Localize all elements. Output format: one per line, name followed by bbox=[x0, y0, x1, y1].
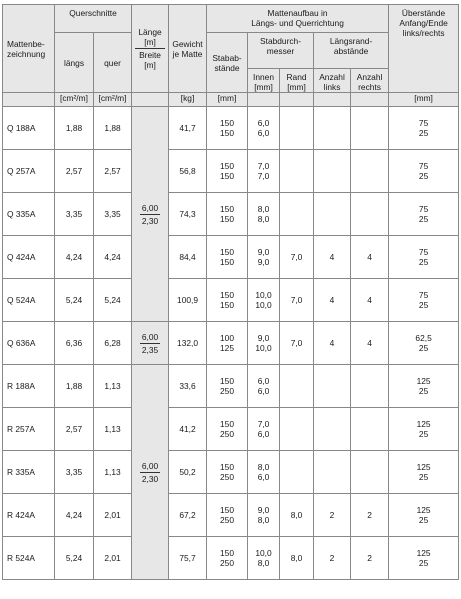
header-weight: Gewicht je Matte bbox=[169, 5, 207, 93]
trans-section-cell: 3,35 bbox=[94, 193, 132, 236]
count-left-cell: 4 bbox=[314, 236, 351, 279]
header-count-right: Anzahl rechts bbox=[351, 69, 389, 93]
trans-section-cell: 6,28 bbox=[94, 322, 132, 365]
weight-cell: 41,2 bbox=[169, 408, 207, 451]
mat-name-cell: R 188A bbox=[3, 365, 55, 408]
count-right-cell bbox=[351, 107, 389, 150]
length-width-cell: $\frac{6,00}{2,35}$ bbox=[132, 322, 169, 365]
table-row bbox=[3, 408, 459, 451]
unit-empty bbox=[132, 93, 169, 107]
mat-name-cell: Q 188A bbox=[3, 107, 55, 150]
table-row bbox=[3, 451, 459, 494]
weight-cell: 74,3 bbox=[169, 193, 207, 236]
count-left-cell bbox=[314, 193, 351, 236]
count-left-cell bbox=[314, 150, 351, 193]
unit-weight: [kg] bbox=[169, 93, 207, 107]
header-inner: Innen [mm] bbox=[248, 69, 280, 93]
inner-diameter-cell: 10,0 10,0 bbox=[248, 279, 280, 322]
unit-empty bbox=[280, 93, 314, 107]
count-left-cell: 2 bbox=[314, 537, 351, 580]
mat-name-cell: R 335A bbox=[3, 451, 55, 494]
mesh-table bbox=[2, 4, 459, 580]
edge-diameter-cell bbox=[280, 193, 314, 236]
header-mat-name: Mattenbe- zeichnung bbox=[3, 5, 55, 93]
inner-diameter-cell: 7,0 7,0 bbox=[248, 150, 280, 193]
count-right-cell: 4 bbox=[351, 322, 389, 365]
trans-section-cell: 4,24 bbox=[94, 236, 132, 279]
table-row bbox=[3, 193, 459, 236]
header-length-width: Länge [m] Breite [m] bbox=[132, 5, 169, 93]
table-row bbox=[3, 494, 459, 537]
overhang-cell: 125 25 bbox=[389, 451, 459, 494]
long-section-cell: 5,24 bbox=[55, 279, 94, 322]
edge-diameter-cell bbox=[280, 150, 314, 193]
spacing-cell: 150 150 bbox=[207, 236, 248, 279]
overhang-cell: 75 25 bbox=[389, 150, 459, 193]
edge-diameter-cell: 8,0 bbox=[280, 494, 314, 537]
count-left-cell bbox=[314, 451, 351, 494]
overhang-cell: 125 25 bbox=[389, 408, 459, 451]
edge-diameter-cell: 7,0 bbox=[280, 236, 314, 279]
long-section-cell: 3,35 bbox=[55, 451, 94, 494]
overhang-cell: 75 25 bbox=[389, 107, 459, 150]
unit-trans: [cm²/m] bbox=[94, 93, 132, 107]
edge-diameter-cell: 8,0 bbox=[280, 537, 314, 580]
count-left-cell bbox=[314, 107, 351, 150]
trans-section-cell: 1,13 bbox=[94, 365, 132, 408]
header-edge-distances: Längsrand- abstände bbox=[314, 33, 389, 69]
table-row bbox=[3, 322, 459, 365]
header-long: längs bbox=[55, 33, 94, 93]
overhang-cell: 125 25 bbox=[389, 494, 459, 537]
count-right-cell bbox=[351, 150, 389, 193]
spacing-cell: 150 150 bbox=[207, 107, 248, 150]
long-section-cell: 2,57 bbox=[55, 150, 94, 193]
header-trans: quer bbox=[94, 33, 132, 93]
length-width-cell: $\frac{6,00}{2,30}$ bbox=[132, 107, 169, 322]
table-row bbox=[3, 365, 459, 408]
count-right-cell: 2 bbox=[351, 494, 389, 537]
inner-diameter-cell: 6,0 6,0 bbox=[248, 365, 280, 408]
overhang-cell: 62,5 25 bbox=[389, 322, 459, 365]
long-section-cell: 4,24 bbox=[55, 236, 94, 279]
mat-name-cell: R 524A bbox=[3, 537, 55, 580]
spacing-cell: 150 250 bbox=[207, 451, 248, 494]
overhang-cell: 75 25 bbox=[389, 193, 459, 236]
trans-section-cell: 5,24 bbox=[94, 279, 132, 322]
overhang-cell: 125 25 bbox=[389, 537, 459, 580]
unit-empty bbox=[3, 93, 55, 107]
overhang-cell: 75 25 bbox=[389, 279, 459, 322]
count-left-cell bbox=[314, 408, 351, 451]
mat-name-cell: R 257A bbox=[3, 408, 55, 451]
unit-spacing: [mm] bbox=[207, 93, 248, 107]
table-row bbox=[3, 279, 459, 322]
long-section-cell: 1,88 bbox=[55, 107, 94, 150]
unit-empty bbox=[248, 93, 280, 107]
trans-section-cell: 2,01 bbox=[94, 537, 132, 580]
overhang-cell: 125 25 bbox=[389, 365, 459, 408]
trans-section-cell: 1,88 bbox=[94, 107, 132, 150]
length-width-cell: $\frac{6,00}{2,30}$ bbox=[132, 365, 169, 580]
edge-diameter-cell bbox=[280, 451, 314, 494]
header-layout: Mattenaufbau in Längs- und Querrichtung bbox=[207, 5, 389, 33]
header-count-left: Anzahl links bbox=[314, 69, 351, 93]
trans-section-cell: 2,01 bbox=[94, 494, 132, 537]
inner-diameter-cell: 6,0 6,0 bbox=[248, 107, 280, 150]
table-row bbox=[3, 150, 459, 193]
header-diameter: Stabdurch- messer bbox=[248, 33, 314, 69]
count-left-cell: 4 bbox=[314, 279, 351, 322]
table-row bbox=[3, 236, 459, 279]
count-right-cell bbox=[351, 408, 389, 451]
count-right-cell: 2 bbox=[351, 537, 389, 580]
long-section-cell: 6,36 bbox=[55, 322, 94, 365]
long-section-cell: 3,35 bbox=[55, 193, 94, 236]
count-left-cell: 2 bbox=[314, 494, 351, 537]
weight-cell: 75,7 bbox=[169, 537, 207, 580]
spacing-cell: 150 150 bbox=[207, 193, 248, 236]
overhang-cell: 75 25 bbox=[389, 236, 459, 279]
unit-empty bbox=[314, 93, 351, 107]
count-right-cell: 4 bbox=[351, 279, 389, 322]
weight-cell: 67,2 bbox=[169, 494, 207, 537]
count-left-cell: 4 bbox=[314, 322, 351, 365]
long-section-cell: 4,24 bbox=[55, 494, 94, 537]
long-section-cell: 2,57 bbox=[55, 408, 94, 451]
weight-cell: 33,6 bbox=[169, 365, 207, 408]
table-row bbox=[3, 537, 459, 580]
weight-cell: 100,9 bbox=[169, 279, 207, 322]
trans-section-cell: 2,57 bbox=[94, 150, 132, 193]
header-spacing: Stabab- stände bbox=[207, 33, 248, 93]
spacing-cell: 150 250 bbox=[207, 408, 248, 451]
inner-diameter-cell: 9,0 10,0 bbox=[248, 322, 280, 365]
spacing-cell: 100 125 bbox=[207, 322, 248, 365]
unit-empty bbox=[351, 93, 389, 107]
inner-diameter-cell: 9,0 9,0 bbox=[248, 236, 280, 279]
inner-diameter-cell: 10,0 8,0 bbox=[248, 537, 280, 580]
count-right-cell bbox=[351, 451, 389, 494]
inner-diameter-cell: 9,0 8,0 bbox=[248, 494, 280, 537]
edge-diameter-cell: 7,0 bbox=[280, 322, 314, 365]
mat-name-cell: Q 524A bbox=[3, 279, 55, 322]
mat-name-cell: Q 424A bbox=[3, 236, 55, 279]
spacing-cell: 150 250 bbox=[207, 365, 248, 408]
trans-section-cell: 1,13 bbox=[94, 408, 132, 451]
inner-diameter-cell: 7,0 6,0 bbox=[248, 408, 280, 451]
weight-cell: 41,7 bbox=[169, 107, 207, 150]
spacing-cell: 150 150 bbox=[207, 150, 248, 193]
edge-diameter-cell bbox=[280, 365, 314, 408]
trans-section-cell: 1,13 bbox=[94, 451, 132, 494]
spacing-cell: 150 150 bbox=[207, 279, 248, 322]
weight-cell: 132,0 bbox=[169, 322, 207, 365]
mat-name-cell: Q 636A bbox=[3, 322, 55, 365]
weight-cell: 50,2 bbox=[169, 451, 207, 494]
weight-cell: 56,8 bbox=[169, 150, 207, 193]
header-edge: Rand [mm] bbox=[280, 69, 314, 93]
unit-overhang: [mm] bbox=[389, 93, 459, 107]
count-right-cell: 4 bbox=[351, 236, 389, 279]
header-overhang: Überstände Anfang/Ende links/rechts bbox=[389, 5, 459, 93]
inner-diameter-cell: 8,0 6,0 bbox=[248, 451, 280, 494]
mat-name-cell: Q 335A bbox=[3, 193, 55, 236]
mat-name-cell: Q 257A bbox=[3, 150, 55, 193]
count-right-cell bbox=[351, 365, 389, 408]
spacing-cell: 150 250 bbox=[207, 494, 248, 537]
count-right-cell bbox=[351, 193, 389, 236]
long-section-cell: 1,88 bbox=[55, 365, 94, 408]
edge-diameter-cell bbox=[280, 408, 314, 451]
header-cross-sections: Querschnitte bbox=[55, 5, 132, 33]
edge-diameter-cell: 7,0 bbox=[280, 279, 314, 322]
edge-diameter-cell bbox=[280, 107, 314, 150]
mat-name-cell: R 424A bbox=[3, 494, 55, 537]
weight-cell: 84,4 bbox=[169, 236, 207, 279]
table-row bbox=[3, 107, 459, 150]
long-section-cell: 5,24 bbox=[55, 537, 94, 580]
unit-long: [cm²/m] bbox=[55, 93, 94, 107]
spacing-cell: 150 250 bbox=[207, 537, 248, 580]
count-left-cell bbox=[314, 365, 351, 408]
inner-diameter-cell: 8,0 8,0 bbox=[248, 193, 280, 236]
